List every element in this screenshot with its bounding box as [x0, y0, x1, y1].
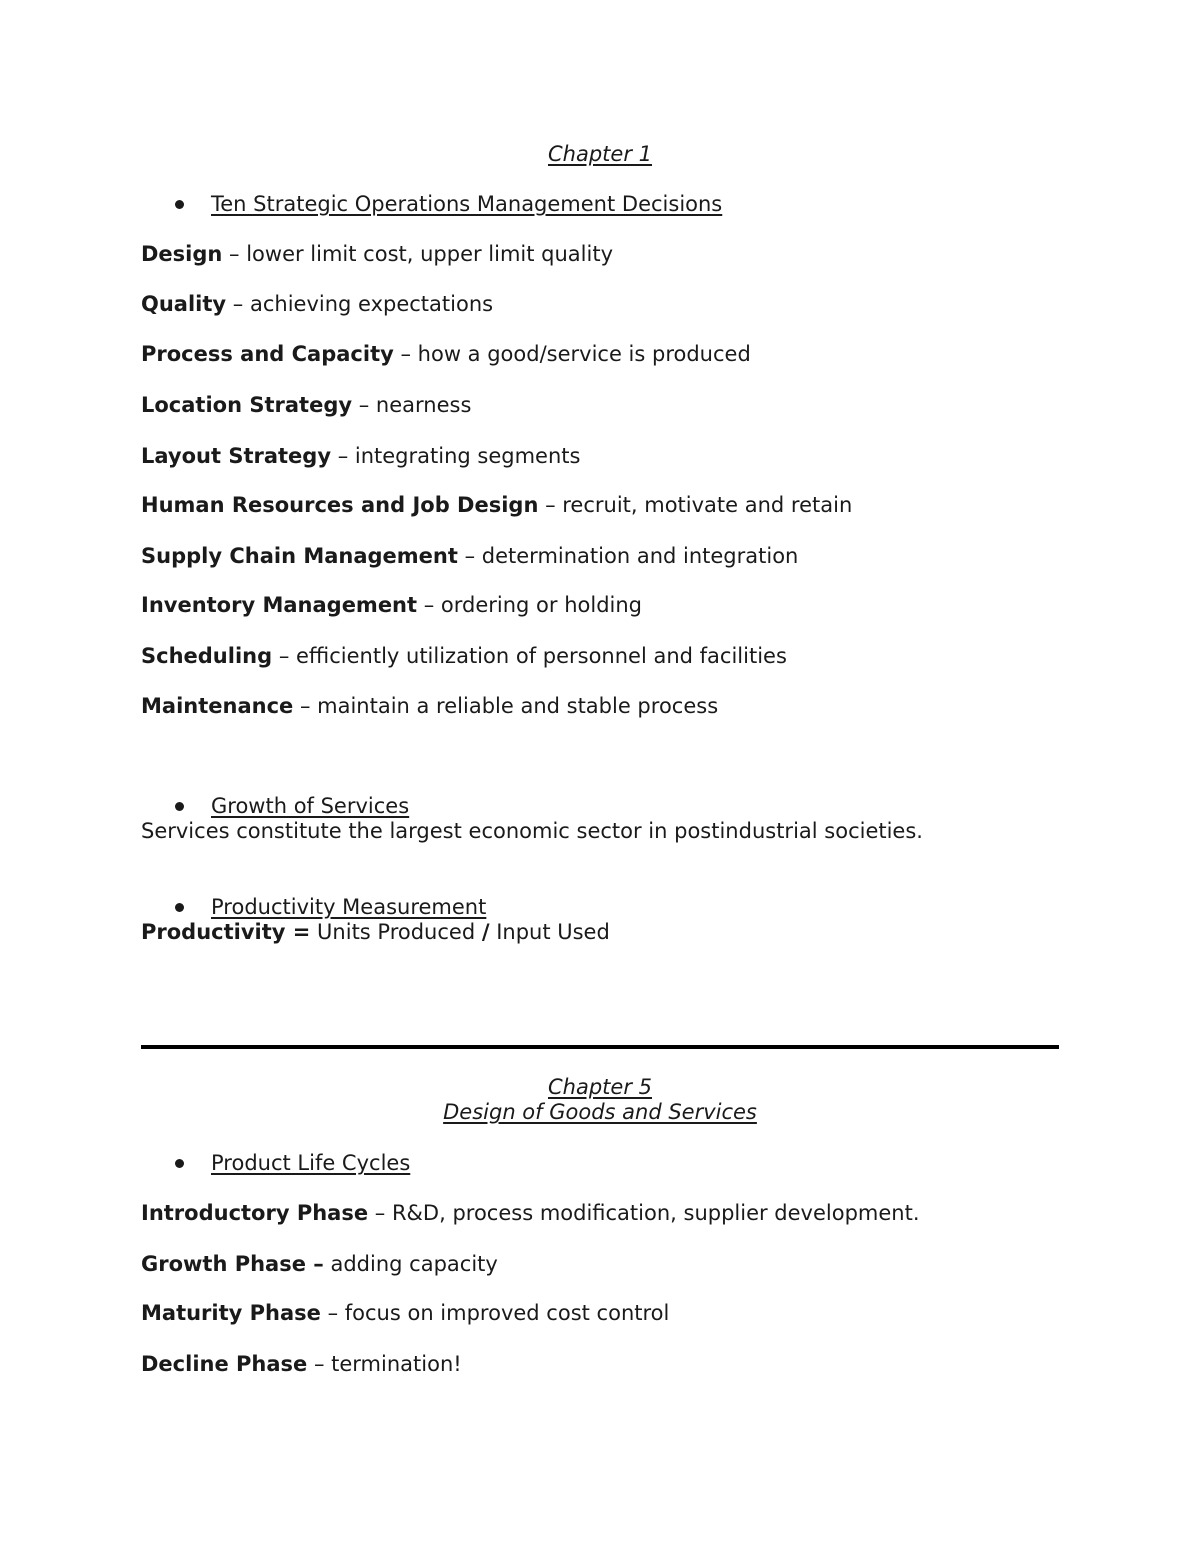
- decision-separator: –: [417, 593, 441, 617]
- decision-separator: –: [457, 544, 482, 568]
- chapter-5-subtitle: Design of Goods and Services: [443, 1100, 757, 1124]
- phase-separator: –: [307, 1352, 332, 1376]
- phase-term: Introductory Phase: [141, 1201, 369, 1225]
- decision-term: Process and Capacity: [141, 342, 394, 366]
- decision-term: Layout Strategy: [141, 444, 332, 468]
- phase-term: Decline Phase: [141, 1352, 308, 1376]
- bullet-icon: [175, 200, 184, 209]
- section-heading: Product Life Cycles: [211, 1151, 411, 1175]
- decision-description: determination and integration: [481, 544, 799, 568]
- section-heading: Growth of Services: [211, 794, 410, 818]
- decision-term: Supply Chain Management: [141, 544, 458, 568]
- decision-description: integrating segments: [354, 444, 581, 468]
- bullet-icon: [175, 802, 184, 811]
- decision-term: Maintenance: [141, 694, 294, 718]
- decision-item-location: [141, 392, 471, 418]
- bullet-icon: [175, 903, 184, 912]
- phase-description: adding capacity: [330, 1252, 498, 1276]
- decision-separator: –: [222, 242, 247, 266]
- growth-text: Services constitute the largest economic sector in postindustrial societies.: [141, 819, 923, 843]
- decision-separator: –: [538, 493, 563, 517]
- phase-item-growth: [141, 1251, 498, 1277]
- phase-item-introductory: [141, 1200, 920, 1226]
- phase-description: R&D, process modification, supplier development.: [391, 1201, 920, 1225]
- decision-term: Location Strategy: [141, 393, 353, 417]
- decision-term: Design: [141, 242, 223, 266]
- phase-description: focus on improved cost control: [344, 1301, 670, 1325]
- chapter-1-title: Chapter 1: [548, 142, 652, 166]
- decision-item-inventory: [141, 592, 642, 618]
- decision-separator: –: [352, 393, 376, 417]
- section-heading: Ten Strategic Operations Management Decisions: [211, 192, 723, 216]
- formula-denominator: Input Used: [489, 920, 610, 944]
- productivity-term: Productivity =: [141, 920, 311, 944]
- phase-item-maturity: [141, 1300, 669, 1326]
- phase-description: termination!: [331, 1352, 462, 1376]
- decision-item-layout: [141, 443, 580, 469]
- decision-separator: –: [293, 694, 318, 718]
- decision-description: nearness: [375, 393, 472, 417]
- productivity-formula: [141, 919, 610, 945]
- decision-term: Quality: [141, 292, 227, 316]
- phase-term: Growth Phase –: [141, 1252, 324, 1276]
- decision-separator: –: [331, 444, 355, 468]
- decision-description: achieving expectations: [249, 292, 494, 316]
- decision-separator: –: [226, 292, 250, 316]
- section-heading: Productivity Measurement: [211, 895, 487, 919]
- decision-description: ordering or holding: [440, 593, 643, 617]
- decision-description: recruit, motivate and retain: [562, 493, 853, 517]
- decision-item-design: [141, 241, 613, 267]
- decision-description: efficiently utilization of personnel and facilities: [296, 644, 787, 668]
- section-divider: [141, 1045, 1059, 1049]
- decision-term: Human Resources and Job Design: [141, 493, 539, 517]
- decision-description: maintain a reliable and stable process: [317, 694, 719, 718]
- formula-slash: /: [481, 920, 490, 944]
- decision-item-scheduling: [141, 643, 787, 669]
- phase-term: Maturity Phase: [141, 1301, 321, 1325]
- phase-separator: –: [320, 1301, 345, 1325]
- decision-item-maintenance: [141, 693, 718, 719]
- decision-item-supply-chain: [141, 543, 798, 569]
- decision-term: Inventory Management: [141, 593, 418, 617]
- phase-separator: –: [368, 1201, 392, 1225]
- formula-numerator: Units Produced: [310, 920, 482, 944]
- decision-term: Scheduling: [141, 644, 273, 668]
- decision-item-human-resources: [141, 492, 852, 518]
- phase-item-decline: [141, 1351, 462, 1377]
- bullet-icon: [175, 1159, 184, 1168]
- decision-item-process: [141, 341, 751, 367]
- chapter-5-title: Chapter 5: [548, 1075, 652, 1099]
- decision-separator: –: [272, 644, 296, 668]
- decision-description: lower limit cost, upper limit quality: [246, 242, 614, 266]
- decision-description: how a good/service is produced: [417, 342, 751, 366]
- decision-separator: –: [393, 342, 418, 366]
- decision-item-quality: [141, 291, 493, 317]
